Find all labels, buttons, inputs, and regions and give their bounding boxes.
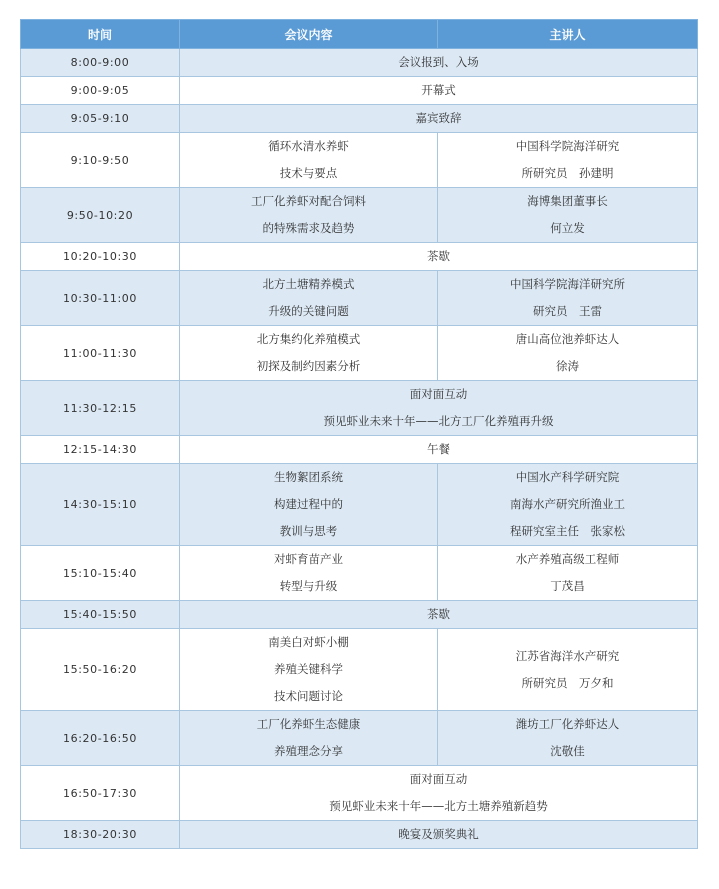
time-cell: 15:50-16:20 (21, 629, 180, 711)
time-cell: 10:20-10:30 (21, 243, 180, 271)
content-line: 技术与要点 (279, 166, 338, 180)
speaker-line: 程研究室主任 张家松 (510, 524, 625, 538)
table-row (21, 133, 698, 188)
content-cell (180, 464, 438, 546)
content-cell (180, 77, 698, 105)
speaker-line: 中国科学院海洋研究所 (510, 277, 625, 291)
table-row (21, 601, 698, 629)
table-row (21, 271, 698, 326)
content-cell (180, 766, 698, 821)
content-cell (180, 133, 438, 188)
content-line: 教训与思考 (279, 524, 338, 538)
content-cell (180, 601, 698, 629)
content-line: 工厂化养虾生态健康 (256, 717, 361, 731)
content-line: 技术问题讨论 (274, 689, 343, 703)
speaker-cell (438, 271, 698, 326)
time-cell: 9:10-9:50 (21, 133, 180, 188)
content-line: 茶歇 (427, 607, 450, 621)
time-cell: 9:50-10:20 (21, 188, 180, 243)
content-cell (180, 436, 698, 464)
table-row (21, 49, 698, 77)
time-cell: 11:00-11:30 (21, 326, 180, 381)
content-cell (180, 49, 698, 77)
table-row (21, 105, 698, 133)
table-header-row (21, 20, 698, 49)
content-line: 生物絮团系统 (274, 470, 343, 484)
speaker-line: 所研究员 孙建明 (521, 166, 614, 180)
content-cell (180, 629, 438, 711)
time-cell: 15:10-15:40 (21, 546, 180, 601)
speaker-line: 南海水产研究所渔业工 (510, 497, 625, 511)
time-cell: 10:30-11:00 (21, 271, 180, 326)
speaker-cell (438, 464, 698, 546)
speaker-cell (438, 711, 698, 766)
header-content: 会议内容 (180, 20, 438, 49)
table-row (21, 629, 698, 711)
speaker-cell (438, 629, 698, 711)
table-row (21, 766, 698, 821)
content-cell (180, 381, 698, 436)
content-line: 初探及制约因素分析 (256, 359, 361, 373)
content-line: 开幕式 (421, 83, 456, 97)
speaker-line: 江苏省海洋水产研究 (515, 648, 620, 663)
content-cell (180, 271, 438, 326)
time-cell: 9:05-9:10 (21, 105, 180, 133)
table-row (21, 711, 698, 766)
table-row (21, 243, 698, 271)
content-line: 南美白对虾小棚 (268, 635, 349, 649)
content-line: 面对面互动 (409, 387, 468, 401)
table-row (21, 436, 698, 464)
speaker-cell (438, 188, 698, 243)
table-row (21, 77, 698, 105)
content-line: 对虾育苗产业 (274, 552, 343, 566)
speaker-line: 潍坊工厂化养虾达人 (515, 717, 620, 731)
content-cell (180, 821, 698, 849)
content-line: 会议报到、入场 (398, 55, 479, 69)
content-line: 转型与升级 (279, 579, 338, 593)
content-line: 升级的关键问题 (268, 304, 349, 318)
content-line: 养殖关键科学 (274, 662, 343, 676)
content-line: 循环水清水养虾 (268, 139, 349, 153)
content-line: 茶歇 (427, 249, 450, 263)
content-line: 工厂化养虾对配合饲料 (251, 194, 366, 208)
speaker-line: 何立发 (550, 221, 585, 235)
speaker-cell (438, 133, 698, 188)
table-row (21, 381, 698, 436)
speaker-line: 徐涛 (556, 359, 579, 373)
content-cell (180, 326, 438, 381)
table-row (21, 821, 698, 849)
content-cell (180, 711, 438, 766)
content-line: 嘉宾致辞 (415, 111, 462, 125)
time-cell: 18:30-20:30 (21, 821, 180, 849)
speaker-line: 唐山高位池养虾达人 (515, 332, 620, 346)
time-cell: 9:00-9:05 (21, 77, 180, 105)
content-cell (180, 188, 438, 243)
content-cell (180, 243, 698, 271)
content-cell (180, 546, 438, 601)
speaker-line: 沈敬佳 (550, 744, 585, 758)
header-time: 时间 (21, 20, 180, 49)
time-cell: 16:50-17:30 (21, 766, 180, 821)
time-cell: 8:00-9:00 (21, 49, 180, 77)
table-row (21, 188, 698, 243)
content-line: 面对面互动 (409, 772, 468, 786)
content-line: 养殖理念分享 (274, 744, 343, 758)
content-line: 预见虾业未来十年——北方土塘养殖新趋势 (329, 799, 548, 813)
speaker-line: 丁茂昌 (550, 579, 585, 593)
table-row (21, 464, 698, 546)
table-row (21, 546, 698, 601)
speaker-line: 水产养殖高级工程师 (515, 552, 620, 566)
content-line: 预见虾业未来十年——北方工厂化养殖再升级 (323, 414, 554, 428)
header-speaker: 主讲人 (438, 20, 698, 49)
speaker-line: 研究员 王雷 (533, 304, 602, 318)
speaker-cell (438, 546, 698, 601)
speaker-line: 中国水产科学研究院 (515, 470, 620, 484)
content-line: 北方集约化养殖模式 (256, 332, 361, 346)
content-line: 午餐 (427, 442, 450, 456)
content-line: 北方土塘精养模式 (262, 277, 355, 291)
content-line: 晚宴及颁奖典礼 (398, 827, 479, 841)
content-cell (180, 105, 698, 133)
speaker-line: 海博集团董事长 (527, 194, 608, 208)
schedule-table (20, 19, 698, 849)
content-line: 的特殊需求及趋势 (262, 221, 355, 235)
speaker-line: 中国科学院海洋研究 (515, 139, 620, 153)
time-cell: 14:30-15:10 (21, 464, 180, 546)
table-row (21, 326, 698, 381)
speaker-cell (438, 326, 698, 381)
content-line: 构建过程中的 (274, 497, 343, 511)
time-cell: 15:40-15:50 (21, 601, 180, 629)
time-cell: 16:20-16:50 (21, 711, 180, 766)
speaker-line: 所研究员 万夕和 (521, 675, 614, 690)
time-cell: 12:15-14:30 (21, 436, 180, 464)
time-cell: 11:30-12:15 (21, 381, 180, 436)
